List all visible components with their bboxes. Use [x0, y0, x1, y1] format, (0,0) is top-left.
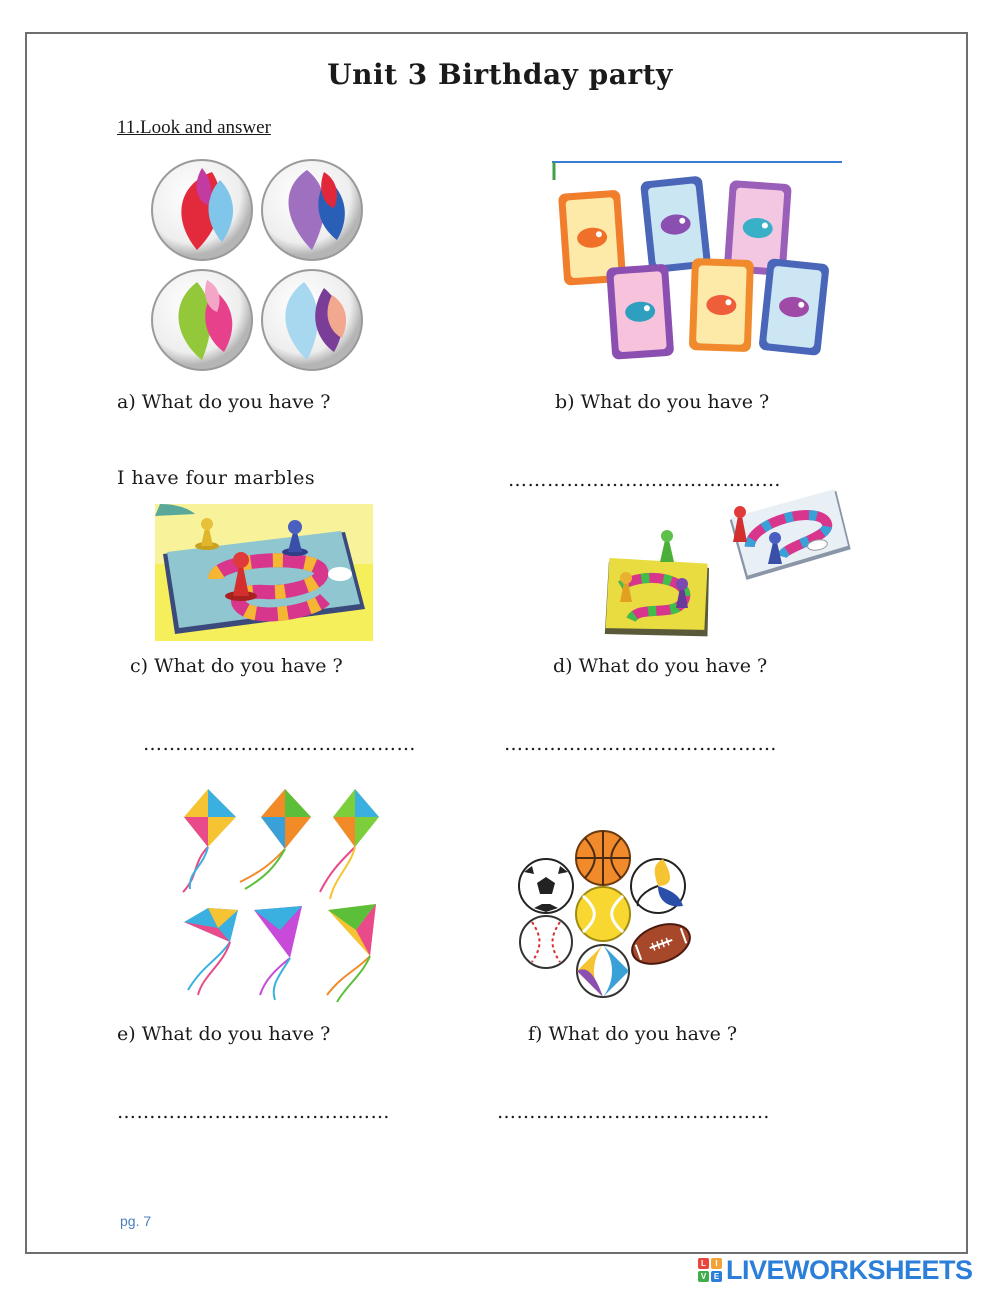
balls-picture	[515, 828, 695, 1000]
logo-letter-l: L	[698, 1258, 709, 1269]
question-a: a) What do you have ?	[117, 391, 331, 413]
marble	[262, 270, 362, 370]
answer-d-field[interactable]: ……………………………………	[504, 733, 777, 755]
logo-icon	[698, 1258, 722, 1282]
board-games-picture	[608, 502, 844, 640]
kite	[327, 904, 376, 1002]
kite	[184, 908, 238, 995]
volleyball	[631, 859, 685, 913]
question-b: b) What do you have ?	[555, 391, 770, 413]
kites-picture	[160, 785, 385, 1000]
marbles-picture	[150, 158, 365, 373]
marble	[152, 270, 252, 370]
kite	[183, 789, 236, 892]
question-c: c) What do you have ?	[130, 655, 343, 677]
kite	[320, 789, 379, 899]
board	[599, 550, 718, 648]
answer-f-field[interactable]: ……………………………………	[497, 1101, 770, 1123]
question-f: f) What do you have ?	[528, 1023, 738, 1045]
logo-letter-e: E	[711, 1271, 722, 1282]
page-number: pg. 7	[120, 1213, 152, 1229]
liveworksheets-logo[interactable]	[698, 1255, 973, 1285]
card	[606, 264, 674, 360]
brand-name: LIVEWORKSHEETS	[726, 1254, 973, 1285]
answer-c-field[interactable]: ……………………………………	[143, 733, 416, 755]
beach-ball	[577, 945, 629, 997]
soccer-ball	[519, 859, 573, 913]
page-title: Unit 3 Birthday party	[327, 58, 673, 91]
american-football	[627, 917, 696, 971]
game-piece	[660, 530, 674, 562]
basketball	[576, 831, 630, 885]
exercise-instruction: 11.Look and answer	[117, 117, 271, 138]
answer-e-field[interactable]: ……………………………………	[117, 1101, 390, 1123]
question-d: d) What do you have ?	[553, 655, 768, 677]
tennis-ball	[576, 887, 630, 941]
kite	[254, 906, 302, 1000]
logo-letter-i: I	[711, 1258, 722, 1269]
card	[689, 258, 754, 352]
question-e: e) What do you have ?	[117, 1023, 331, 1045]
answer-a[interactable]: I have four marbles	[117, 467, 316, 489]
card	[758, 258, 829, 356]
marble	[262, 160, 362, 260]
board	[728, 488, 853, 581]
marble	[152, 160, 252, 260]
board-game-picture	[155, 504, 373, 641]
baseball	[520, 916, 572, 968]
answer-b-field[interactable]: ……………………………………	[508, 469, 781, 491]
kite	[240, 789, 311, 889]
cards-picture	[552, 160, 842, 360]
logo-letter-v: V	[698, 1271, 709, 1282]
